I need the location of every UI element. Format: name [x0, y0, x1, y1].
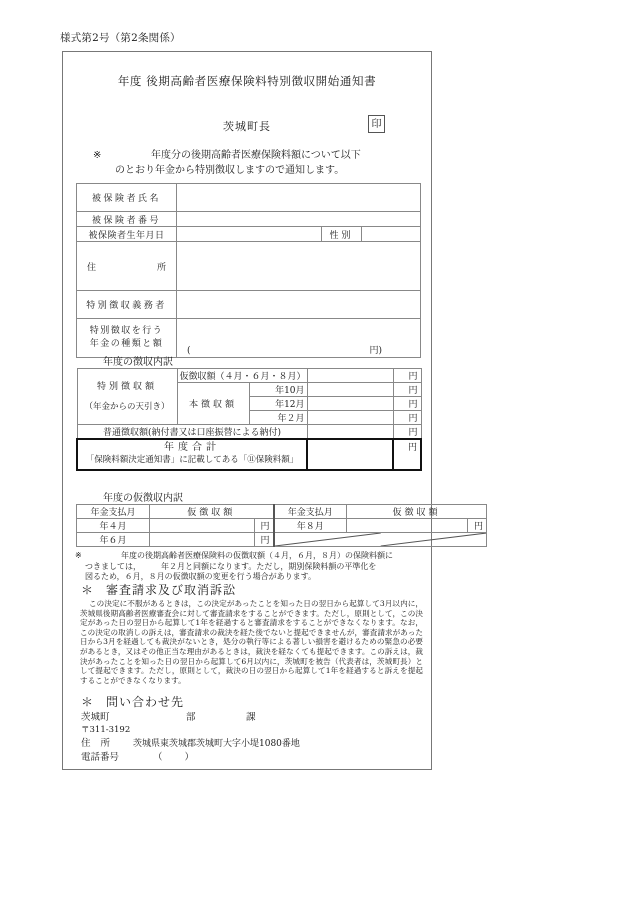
intro-line-2: のとおり年金から特別徴収しますので通知します。: [115, 165, 345, 176]
label-pension-type: [77, 319, 177, 358]
month-june: 年６月: [77, 533, 150, 547]
month-april: 年４月: [77, 519, 150, 533]
intro-mark: ※: [93, 150, 102, 161]
special-collection-line1: 特別徴収額: [96, 381, 157, 392]
yen-mark: 円: [468, 519, 487, 533]
asterisk-icon: ＊: [81, 583, 95, 597]
yen-mark: 円: [393, 397, 421, 411]
contact-section: 課: [246, 712, 256, 723]
table-row: [77, 242, 421, 291]
table-row: [77, 227, 421, 242]
appeal-heading-text: 審査請求及び取消訴訟: [106, 583, 237, 597]
value-gender[interactable]: [362, 227, 421, 242]
document-title: 年度 後期高齢者医療保険料特別徴収開始通知書: [117, 74, 377, 88]
appeal-paragraph: この決定に不服があるときは，この決定があったことを知った日の翌日から起算して3月以内に，茨城県後期高齢者医療審査会に対して審査請求をすることができます。ただし，原則として，この決定があった日の翌日から起算して1年を経過すると審査請求をすることができなくなります。なお，この決定の取消しの訴えは，審査請求の裁決を経た後でないと提起できませんが，審査請求があった日から3月を経過しても裁決がないとき，処分の執行等による著しい損害を避けるための緊急の必要があるとき，又はその他正当な理由があるときは，裁決を経なくても提起できます。この訴えは，裁決があったことを知った日の翌日から起算して6月以内に，茨城町を被告（代表者は，茨城町長）として提起できます。ただし，原則として，裁決の日の翌日から起算して1年を経過すると訴えを提起することができなくなります。: [80, 599, 423, 685]
label-insured-number: 被保険者番号: [77, 212, 177, 227]
yen-mark: 円: [393, 439, 421, 470]
yen-mark: 円: [255, 519, 274, 533]
contact-postal-code: 〒311-3192: [81, 725, 131, 735]
contact-town: 茨城町: [81, 712, 110, 723]
form-frame: [62, 51, 484, 770]
header-provisional-amount: 仮徴収額: [347, 505, 487, 519]
label-pension-type-line1: 特別徴収を行う: [89, 326, 164, 336]
amount-year-total[interactable]: [307, 439, 393, 470]
contact-address: 茨城県東茨城郡茨城町大字小堤1080番地: [133, 739, 300, 749]
note-mark: ※: [75, 551, 82, 560]
header-pension-payment-month: 年金支払月: [77, 505, 150, 519]
note-line-3: 図るため，６月，８月の仮徴収額の変更を行う場合があります。: [85, 572, 317, 581]
provisional-heading: 年度の仮徴収内訳: [103, 493, 183, 504]
amount-june[interactable]: [150, 533, 255, 547]
contact-phone-paren-close: ）: [184, 752, 195, 763]
amount-december[interactable]: [307, 397, 393, 411]
appeal-body: [80, 599, 423, 685]
value-pension-type[interactable]: [177, 319, 421, 358]
table-row: [77, 369, 421, 383]
amount-october[interactable]: [307, 383, 393, 397]
table-row-total: [77, 439, 421, 470]
empty-cell-strikethrough: [274, 533, 487, 547]
header-pension-payment-month: 年金支払月: [274, 505, 347, 519]
value-insured-name[interactable]: [177, 184, 421, 212]
appeal-heading: [81, 581, 236, 598]
note-line-2: つきましては， 年２月と同額になります。ただし，期別保険料額の平準化を: [85, 561, 377, 571]
label-ordinary-collection: 普通徴収額(納付書又は口座振替による納付): [77, 425, 307, 440]
year-total-sub: 「保険料額決定通知書」に記載してある「⑪保険料額」: [85, 455, 299, 465]
contact-department: 部: [186, 712, 196, 723]
insured-info-table: [76, 183, 421, 358]
amount-august[interactable]: [347, 519, 468, 533]
issuer-name: 茨城町長: [223, 120, 271, 133]
table-row: [77, 425, 421, 440]
table-row: [77, 533, 487, 547]
label-special-collection: [77, 369, 177, 425]
month-october: 年10月: [249, 383, 307, 397]
amount-ordinary[interactable]: [307, 425, 393, 440]
month-february: 年２月: [249, 411, 307, 425]
table-row: [77, 212, 421, 227]
table-row: [77, 291, 421, 319]
amount-april[interactable]: [150, 519, 255, 533]
month-august: 年８月: [274, 519, 347, 533]
table-row: [77, 319, 421, 358]
contact-phone-paren-open: （: [153, 752, 163, 763]
seal-icon: 印: [368, 115, 385, 133]
contact-address-line: [81, 737, 423, 751]
header-provisional-amount: 仮徴収額: [150, 505, 274, 519]
yen-mark: 円: [393, 411, 421, 425]
table-row: [77, 505, 487, 519]
provisional-breakdown-table: [76, 504, 487, 547]
form-number: 様式第2号（第2条関係）: [60, 32, 181, 44]
special-collection-line2: （年金からの天引き）: [84, 401, 170, 412]
intro-text: [93, 148, 413, 178]
table-row: [77, 184, 421, 212]
label-address: 住 所: [77, 242, 177, 291]
yen-mark: 円: [393, 383, 421, 397]
pension-paren-close: 円): [369, 346, 383, 356]
contact-phone-line: [81, 751, 423, 764]
table-row: [77, 519, 487, 533]
contact-office-line: [81, 711, 423, 724]
label-actual-collection: 本徴収額: [177, 383, 249, 425]
value-collection-agent[interactable]: [177, 291, 421, 319]
breakdown-heading: 年度の徴収内訳: [103, 357, 173, 368]
contact-address-label: 住所: [81, 738, 121, 749]
yen-mark: 円: [255, 533, 274, 547]
yen-mark: 円: [393, 369, 421, 383]
year-total-main: 年度合計: [164, 442, 220, 453]
yen-mark: 円: [393, 425, 421, 440]
label-year-total: [77, 439, 307, 470]
header-provisional-amount: 仮徴収額（４月・６月・８月）: [177, 369, 307, 383]
contact-heading: [81, 693, 184, 710]
contact-heading-text: 問い合わせ先: [106, 695, 185, 709]
asterisk-icon: ＊: [81, 695, 95, 709]
contact-phone-label: 電話番号: [81, 752, 120, 763]
amount-provisional[interactable]: [307, 369, 393, 383]
label-birthdate: 被保険者生年月日: [77, 227, 177, 242]
issuer-row: [63, 118, 431, 138]
note-line-1: 年度の後期高齢者医療保険料の仮徴収額（４月，６月，８月）の保険料額に: [121, 551, 393, 560]
label-pension-type-line2: 年金の種類と額: [89, 339, 164, 349]
label-collection-agent: 特別徴収義務者: [77, 291, 177, 319]
label-gender: 性別: [322, 227, 362, 242]
amount-february[interactable]: [307, 411, 393, 425]
label-insured-name: 被保険者氏名: [77, 184, 177, 212]
value-address[interactable]: [177, 242, 421, 291]
intro-line-1: 年度分の後期高齢者医療保険料額について以下: [151, 150, 361, 161]
collection-breakdown-table: [76, 368, 422, 471]
pension-paren-open: (: [187, 346, 191, 356]
provisional-note: [75, 551, 421, 583]
value-birthdate[interactable]: [177, 227, 322, 242]
value-insured-number[interactable]: [177, 212, 421, 227]
contact-block: [81, 711, 423, 764]
month-december: 年12月: [249, 397, 307, 411]
